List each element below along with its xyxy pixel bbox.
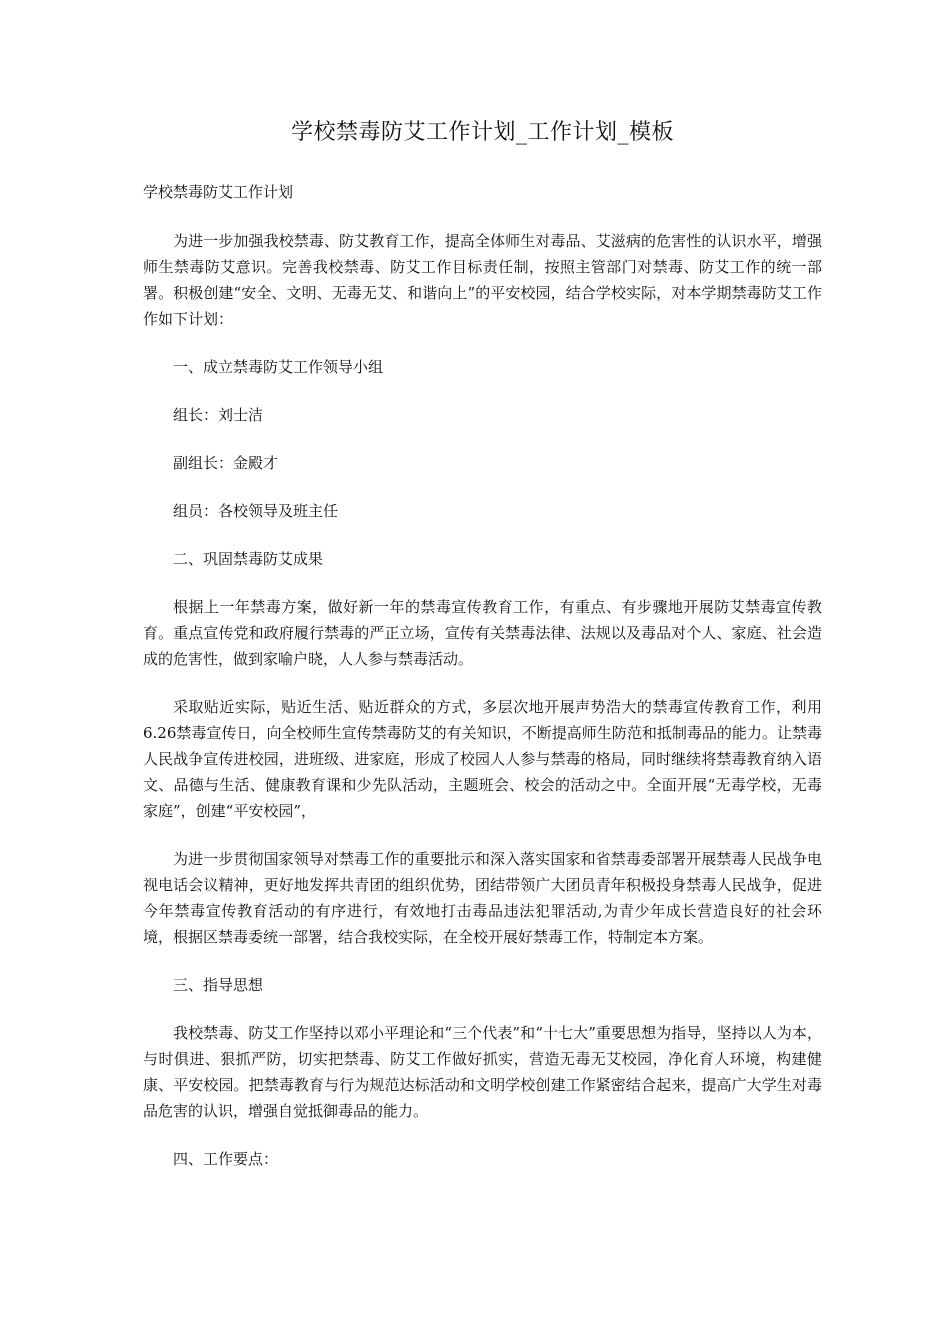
section-heading-1: 一、成立禁毒防艾工作领导小组 bbox=[173, 358, 384, 376]
section-heading-3: 三、指导思想 bbox=[173, 976, 264, 994]
document-subtitle: 学校禁毒防艾工作计划 bbox=[143, 183, 294, 201]
intro-paragraph: 为进一步加强我校禁毒、防艾教育工作，提高全体师生对毒品、艾滋病的危害性的认识水平，增强师生禁毒防艾意识。完善我校禁毒、防艾工作目标责任制，按照主管部门对禁毒、防艾工作的统一部署。积极创建“安全、文明、无毒无艾、和谐向上”的平安校园，结合学校实际，对本学期禁毒防艾工作作如下计划： bbox=[143, 232, 822, 328]
section-heading-2: 二、巩固禁毒防艾成果 bbox=[173, 550, 324, 568]
section-heading-4: 四、工作要点： bbox=[173, 1150, 279, 1168]
section3-paragraph: 我校禁毒、防艾工作坚持以邓小平理论和“三个代表”和“十七大”重要思想为指导，坚持以人为本，与时俱进、狠抓严防，切实把禁毒、防艾工作做好抓实，营造无毒无艾校园，净化育人环境，构建健康、平安校园。把禁毒教育与行为规范达标活动和文明学校创建工作紧密结合起来，提高广大学生对毒品危害的认识，增强自觉抵御毒品的能力。 bbox=[143, 1024, 822, 1120]
section2-paragraph-2: 采取贴近实际，贴近生活、贴近群众的方式，多层次地开展声势浩大的禁毒宣传教育工作，利用6.26禁毒宣传日，向全校师生宣传禁毒防艾的有关知识，不断提高师生防范和抵制毒品的能力。让禁毒人民战争宣传进校园，进班级、进家庭，形成了校园人人参与禁毒的格局，同时继续将禁毒教育纳入语文、品德与生活、健康教育课和少先队活动，主题班会、校会的活动之中。全面开展“无毒学校，无毒家庭”，创建“平安校园”， bbox=[143, 698, 822, 820]
members-line: 组员：各校领导及班主任 bbox=[173, 502, 339, 520]
document-title: 学校禁毒防艾工作计划_工作计划_模板 bbox=[290, 120, 674, 145]
leader-line: 组长：刘士洁 bbox=[173, 406, 264, 424]
section2-paragraph-3: 为进一步贯彻国家领导对禁毒工作的重要批示和深入落实国家和省禁毒委部署开展禁毒人民战争电视电话会议精神，更好地发挥共青团的组织优势，团结带领广大团员青年积极投身禁毒人民战争，促进今年禁毒宣传教育活动的有序进行，有效地打击毒品违法犯罪活动,为青少年成长营造良好的社会环境，根据区禁毒委统一部署，结合我校实际，在全校开展好禁毒工作，特制定本方案。 bbox=[143, 850, 822, 946]
vice-leader-line: 副组长：金殿才 bbox=[173, 454, 279, 472]
section2-paragraph-1: 根据上一年禁毒方案，做好新一年的禁毒宣传教育工作，有重点、有步骤地开展防艾禁毒宣传教育。重点宣传党和政府履行禁毒的严正立场，宣传有关禁毒法律、法规以及毒品对个人、家庭、社会造成的危害性，做到家喻户晓，人人参与禁毒活动。 bbox=[143, 598, 822, 668]
